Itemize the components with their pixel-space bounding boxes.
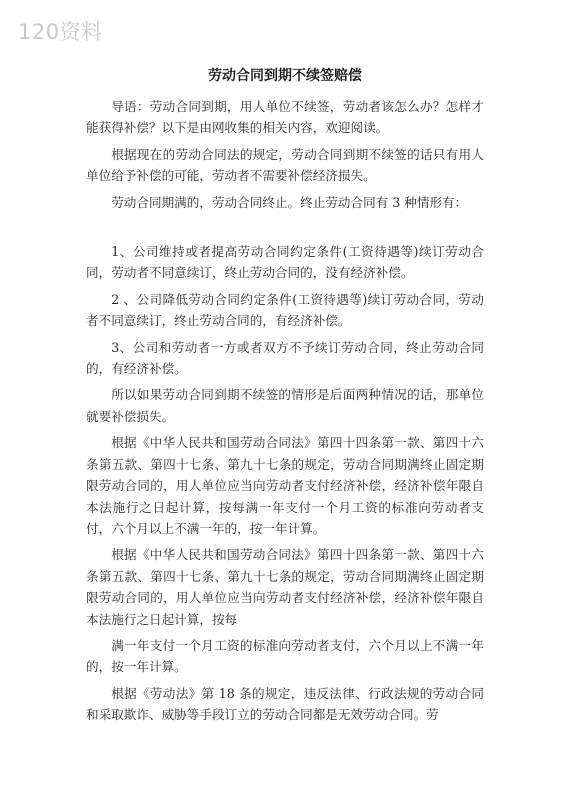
- paragraph: 劳动合同期满的，劳动合同终止。终止劳动合同有 3 种情形有：: [111, 194, 468, 210]
- paragraph: 满一年支付一个月工资的标准向劳动者支付，六个月以上不满一年的，按一年计算。: [86, 637, 484, 675]
- list-item: 3、公司和劳动者一方或者双方不予续订劳动合同，终止劳动合同的，有经济补偿。: [86, 339, 484, 377]
- paragraph-intro: 导语：劳动合同到期，用人单位不续签，劳动者该怎么办？怎样才能获得补偿？以下是由网收集的相关内容，欢迎阅读。: [86, 99, 484, 136]
- paragraph: 根据《劳动法》第 18 条的规定，违反法律、行政法规的劳动合同和采取欺诈、威胁等手段订立的劳动合同都是无效劳动合同。劳: [86, 685, 484, 723]
- list-item: 1、公司维持或者提高劳动合同约定条件(工资待遇等)续订劳动合同，劳动者不同意续订，终止劳动合同的，没有经济补偿。: [86, 244, 484, 281]
- watermark-logo: 120资料: [18, 20, 103, 44]
- spacer: [86, 218, 484, 241]
- paragraph: 所以如果劳动合同到期不续签的情形是后面两种情况的话，那单位就要补偿损失。: [86, 387, 484, 424]
- paragraph: 根据《中华人民共和国劳动合同法》第四十四条第一款、第四十六条第五款、第四十七条、第九十七条的规定，劳动合同期满终止固定期限劳动合同的，用人单位应当向劳动者支付经济补偿，经济补偿年限自本法施行之日起计算，按每: [86, 547, 484, 627]
- list-item: 2 、公司降低劳动合同约定条件(工资待遇等)续订劳动合同，劳动者不同意续订，终止劳动合同的，有经济补偿。: [86, 291, 484, 329]
- document-title: 劳动合同到期不续签赔偿: [208, 68, 362, 84]
- paragraph: 根据现在的劳动合同法的规定，劳动合同到期不续签的话只有用人单位给予补偿的可能，劳动者不需要补偿经济损失。: [86, 146, 484, 184]
- paragraph: 根据《中华人民共和国劳动合同法》第四十四条第一款、第四十六条第五款、第四十七条、第九十七条的规定，劳动合同期满终止固定期限劳动合同的，用人单位应当向劳动者支付经济补偿，经济补偿年限自本法施行之日起计算，按每满一年支付一个月工资的标准向劳动者支付，六个月以上不满一年的，按一年计算。: [86, 435, 484, 536]
- document-body: [86, 66, 484, 731]
